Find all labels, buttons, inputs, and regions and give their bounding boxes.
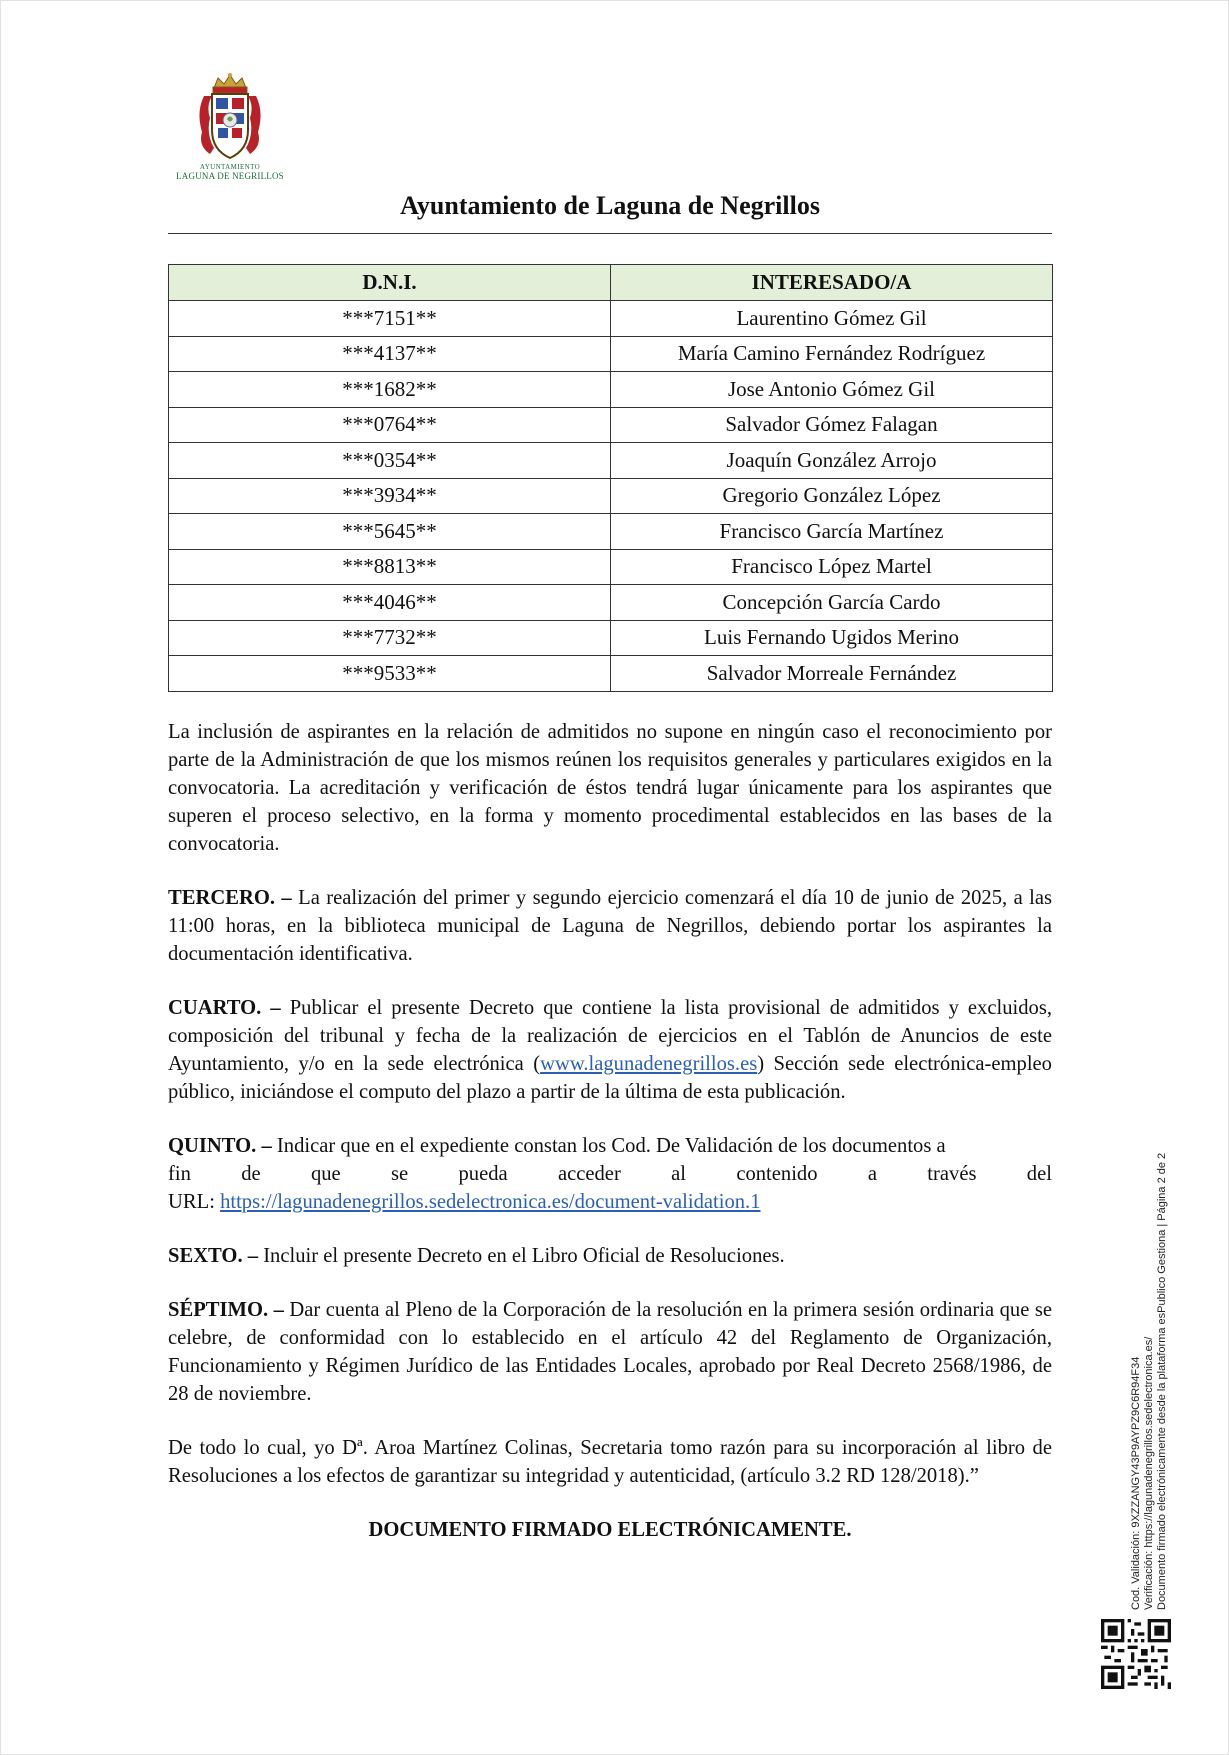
verification-url: Verificación: https://lagunadenegrillos.sedelectronica.es/ <box>1143 1336 1155 1610</box>
resolution-body <box>168 718 1052 1544</box>
name-cell: Francisco López Martel <box>611 549 1053 585</box>
dni-cell: ***5645** <box>169 514 611 550</box>
electronic-signature-notice: DOCUMENTO FIRMADO ELECTRÓNICAMENTE. <box>368 1519 852 1541</box>
closing-paragraph: De todo lo cual, yo Dª. Aroa Martínez Colinas, Secretaria tomo razón para su incorporación al libro de Resoluciones a los efectos de garantizar su integridad y autenticidad, (artículo 3.2 RD 128/2018).” <box>168 1437 1052 1487</box>
tercero-text: La realización del primer y segundo ejercicio comenzará el día 10 de junio de 2025, a las 11:00 horas, en la biblioteca municipal de Laguna de Negrillos, debiendo portar los aspirantes la documentación identificativa. <box>168 887 1052 965</box>
dni-cell: ***8813** <box>169 549 611 585</box>
dni-cell: ***3934** <box>169 478 611 514</box>
cuarto-text-b: ) Sección sede electrónica-empleo público, iniciándose el computo del plazo a partir de la última de esta publicación. <box>168 1053 1052 1103</box>
table-row <box>169 336 1053 372</box>
tercero-paragraph <box>168 884 1052 968</box>
coat-of-arms-icon <box>194 72 266 162</box>
dni-cell: ***0354** <box>169 443 611 479</box>
page-title: Ayuntamiento de Laguna de Negrillos <box>400 191 820 220</box>
quinto-word: que <box>310 1163 341 1185</box>
table-row <box>169 620 1053 656</box>
title-divider <box>168 233 1052 234</box>
municipal-logo <box>165 72 295 192</box>
dni-cell: ***1682** <box>169 372 611 408</box>
septimo-text: Dar cuenta al Pleno de la Corporación de la resolución en la primera sesión ordinaria que se celebre, de conformidad con lo establecido en el artículo 42 del Reglamento de Organización, Funcionamiento y Régimen Jurídico de las Entidades Locales, aprobado por Real Decreto 2568/1986, de 28 de noviembre. <box>168 1299 1052 1405</box>
name-cell: Gregorio González López <box>611 478 1053 514</box>
quinto-word: contenido <box>736 1163 818 1185</box>
quinto-word: pueda <box>458 1163 508 1185</box>
tercero-label: TERCERO. – <box>168 887 292 909</box>
cuarto-paragraph <box>168 994 1052 1106</box>
name-cell: Laurentino Gómez Gil <box>611 301 1053 337</box>
sexto-paragraph <box>168 1242 1052 1270</box>
cuarto-text-a: Publicar el presente Decreto que contiene la lista provisional de admitidos y excluidos, composición del tribunal y fecha de la realización de ejercicios en el Tablón de Anuncios de este Ayuntamiento, y/o en la sede electrónica ( <box>168 997 1052 1075</box>
sexto-text: Incluir el presente Decreto en el Libro Oficial de Resoluciones. <box>258 1245 785 1267</box>
quinto-word: se <box>391 1163 409 1185</box>
name-cell: Francisco García Martínez <box>611 514 1053 550</box>
quinto-word: fin <box>168 1163 191 1185</box>
dni-cell: ***9533** <box>169 656 611 692</box>
name-cell: María Camino Fernández Rodríguez <box>611 336 1053 372</box>
logo-caption-top: AYUNTAMIENTO <box>199 163 261 171</box>
municipal-website-link[interactable]: www.lagunadenegrillos.es <box>540 1053 758 1075</box>
name-cell: Joaquín González Arrojo <box>611 443 1053 479</box>
table-row <box>169 514 1053 550</box>
signature-platform-note: Documento firmado electrónicamente desde la plataforma esPublico Gestiona | Página 2 de 2 <box>1156 1152 1168 1610</box>
cuarto-label: CUARTO. – <box>168 997 281 1019</box>
quinto-word: a <box>867 1163 877 1185</box>
table-row <box>169 407 1053 443</box>
dni-cell: ***0764** <box>169 407 611 443</box>
intro-paragraph: La inclusión de aspirantes en la relación de admitidos no supone en ningún caso el reconocimiento por parte de la Administración de que los mismos reúnen los requisitos generales y particulares exigidos en la convocatoria. La acreditación y verificación de éstos tendrá lugar únicamente para los aspirantes que superen el proceso selectivo, en la forma y momento procedimental establecidos en las bases de la convocatoria. <box>168 721 1052 855</box>
dni-cell: ***4046** <box>169 585 611 621</box>
table-row <box>169 549 1053 585</box>
sexto-label: SEXTO. – <box>168 1245 259 1267</box>
dni-cell: ***4137** <box>169 336 611 372</box>
quinto-word: al <box>671 1163 686 1185</box>
logo-caption-bottom: LAGUNA DE NEGRILLOS <box>176 171 284 181</box>
table-header-row <box>169 265 1053 301</box>
admitted-list-table <box>168 264 1053 692</box>
table-row <box>169 443 1053 479</box>
quinto-text-b: URL: <box>168 1191 221 1213</box>
validation-code: Cod. Validación: 9XZZANGY43P9AYPZ9C6R94F34 <box>1130 1356 1142 1610</box>
table-row <box>169 585 1053 621</box>
name-cell: Salvador Morreale Fernández <box>611 656 1053 692</box>
dni-cell: ***7151** <box>169 301 611 337</box>
table-row <box>169 372 1053 408</box>
quinto-spread-line <box>168 1160 1052 1188</box>
table-row <box>169 656 1053 692</box>
column-header-dni: D.N.I. <box>169 265 611 301</box>
validation-sidebar <box>1130 1080 1180 1610</box>
column-header-interested: INTERESADO/A <box>611 265 1053 301</box>
quinto-word: de <box>241 1163 261 1185</box>
name-cell: Salvador Gómez Falagan <box>611 407 1053 443</box>
dni-cell: ***7732** <box>169 620 611 656</box>
qr-code-icon <box>1101 1619 1171 1689</box>
septimo-paragraph <box>168 1296 1052 1408</box>
quinto-word: través <box>927 1163 977 1185</box>
name-cell: Luis Fernando Ugidos Merino <box>611 620 1053 656</box>
quinto-text-a: Indicar que en el expediente constan los Cod. De Validación de los documentos a <box>271 1135 946 1157</box>
table-row <box>169 301 1053 337</box>
name-cell: Concepción García Cardo <box>611 585 1053 621</box>
document-validation-link[interactable]: https://lagunadenegrillos.sedelectronica.es/document-validation.1 <box>220 1191 761 1213</box>
quinto-label: QUINTO. – <box>168 1135 272 1157</box>
quinto-word: acceder <box>557 1163 621 1185</box>
table-row <box>169 478 1053 514</box>
septimo-label: SÉPTIMO. – <box>168 1299 284 1321</box>
quinto-word: del <box>1026 1163 1052 1185</box>
name-cell: Jose Antonio Gómez Gil <box>611 372 1053 408</box>
quinto-paragraph <box>168 1132 1052 1216</box>
